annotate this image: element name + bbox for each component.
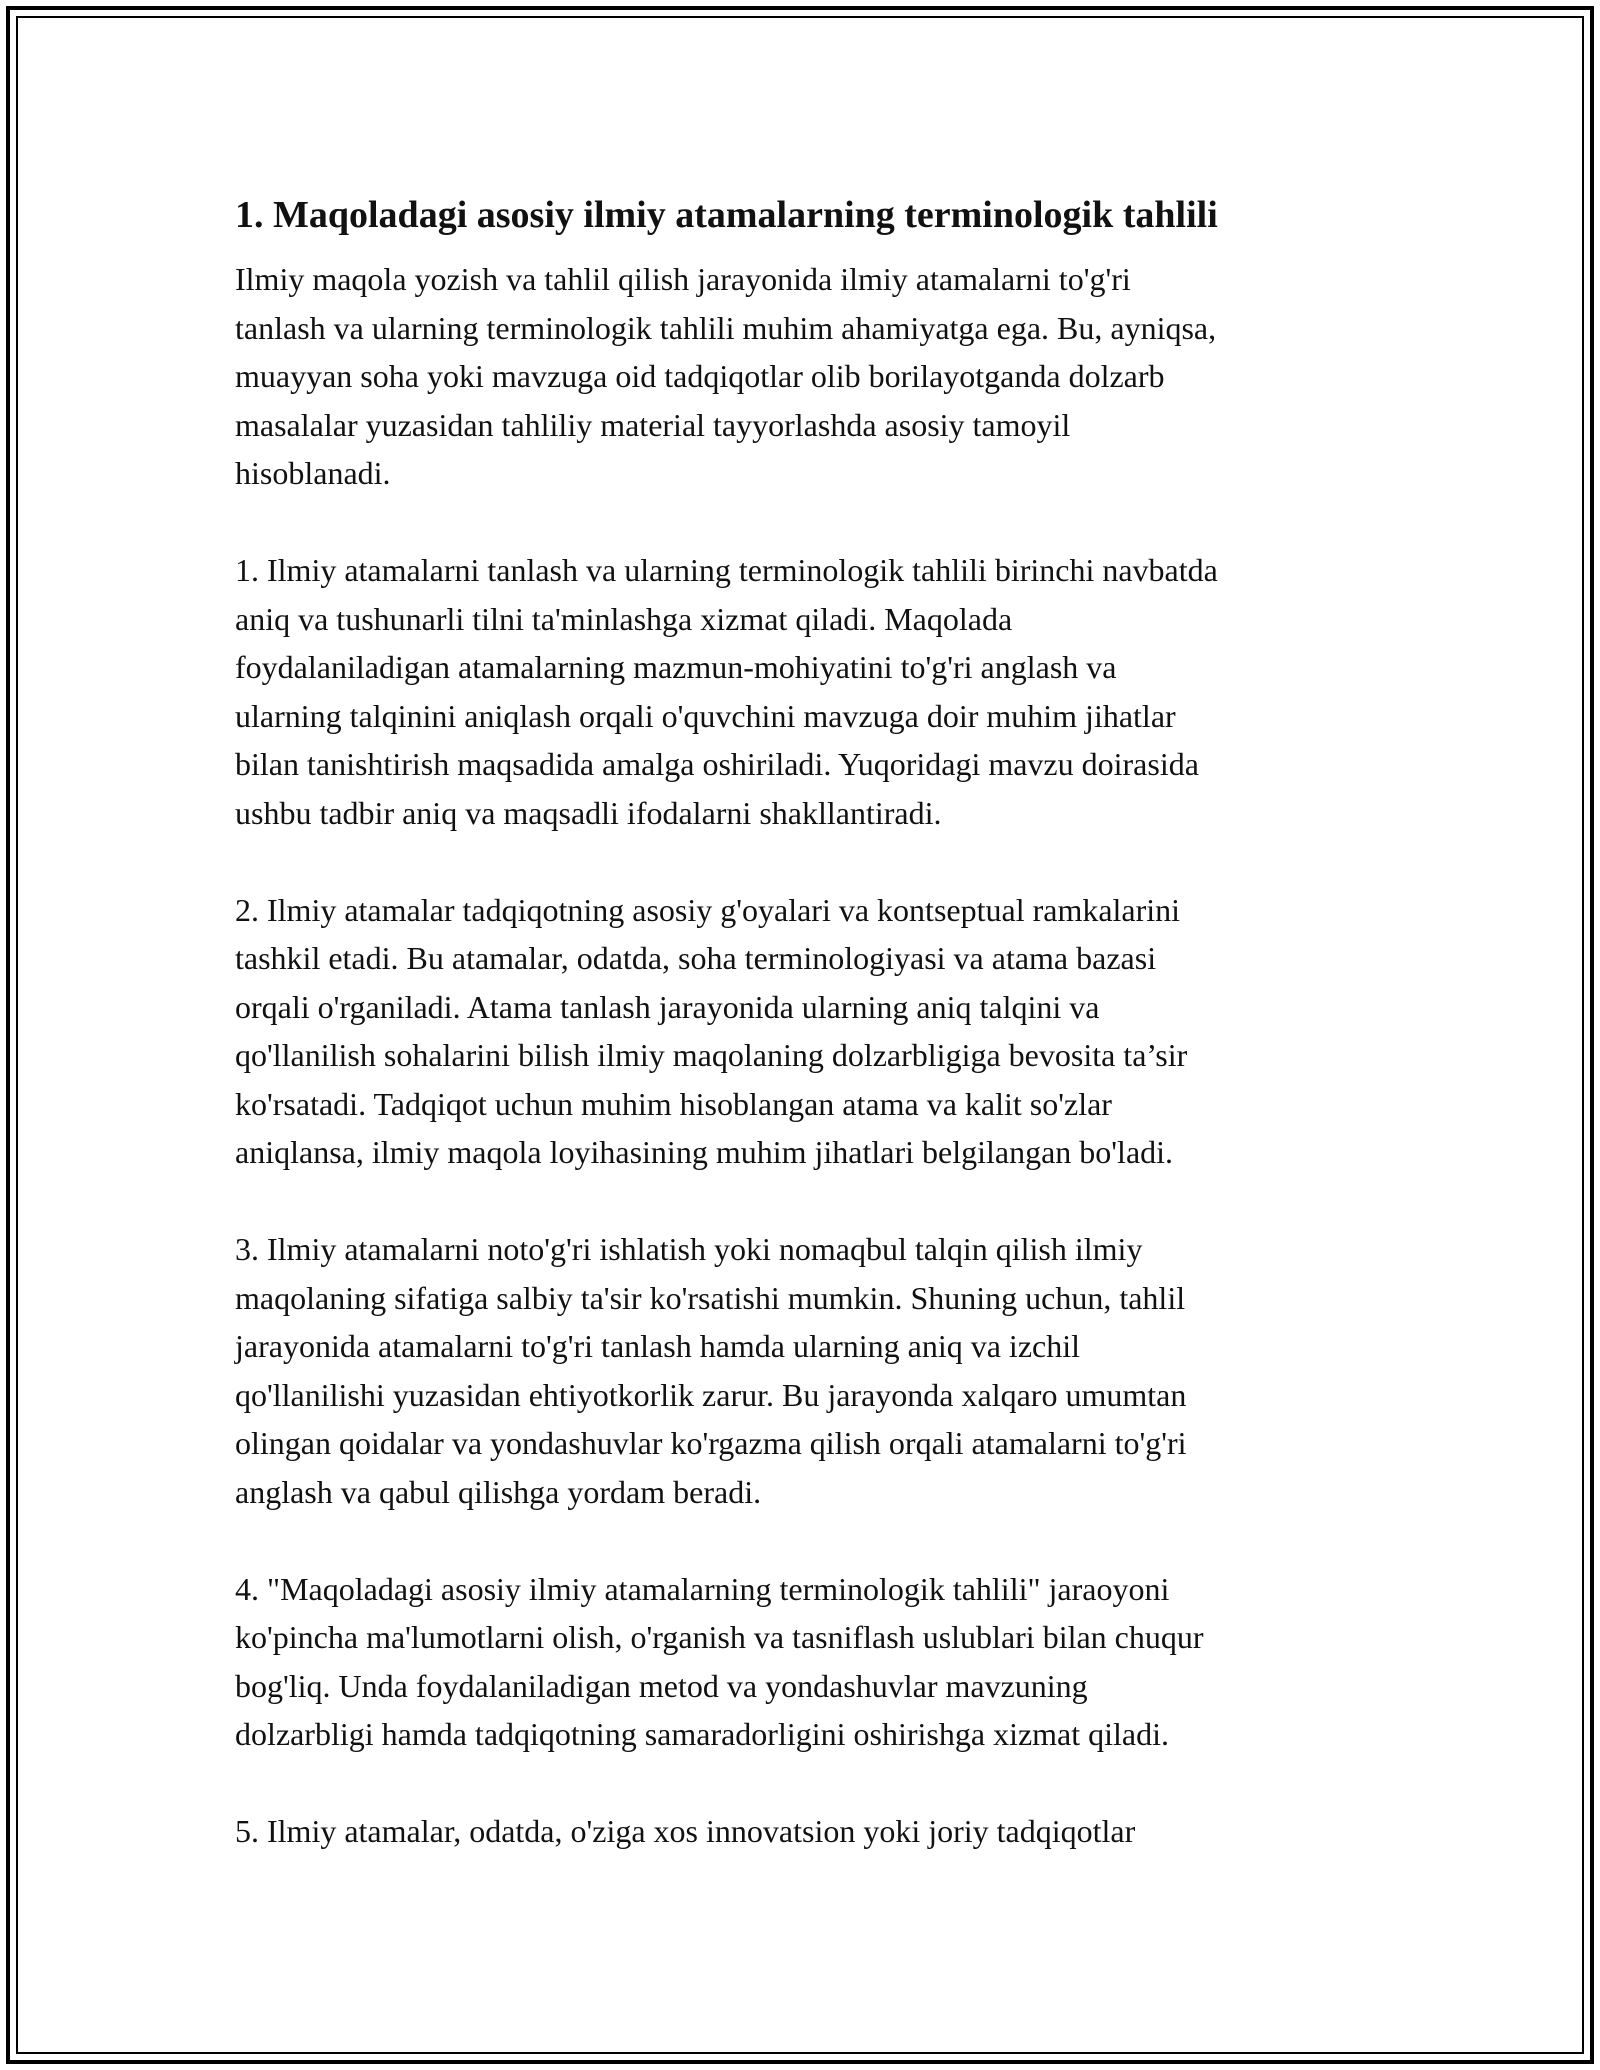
paragraph-point-3: 3. Ilmiy atamalarni noto'g'ri ishlatish yoki nomaqbul talqin qilish ilmiy maqolaning sifatiga salbiy ta'sir ko'rsatishi mumkin. Shuning uchun, tahlil jarayonida atamalarni to'g'ri tanlash hamda ularning aniq va izchil qo'llanilishi yuzasidan ehtiyotkorlik zarur. Bu jarayonda xalqaro umumtan olingan qoidalar va yondashuvlar ko'rgazma qilish orqali atamalarni to'g'ri anglash va qabul qilishga yordam beradi.	[235, 1231, 1187, 1510]
paragraph-point-5: 5. Ilmiy atamalar, odatda, o'ziga xos innovatsion yoki joriy tadqiqotlar	[235, 1813, 1136, 1849]
document-title: 1. Maqoladagi asosiy ilmiy atamalarning terminologik tahlili	[235, 194, 1218, 236]
paragraph-point-1: 1. Ilmiy atamalarni tanlash va ularning terminologik tahlili birinchi navbatda aniq va tushunarli tilni ta'minlashga xizmat qiladi. Maqolada foydalaniladigan atamalarning mazmun-mohiyatini to'g'ri anglash va ularning talqinini aniqlash orqali o'quvchini mavzuga doir muhim jihatlar bilan tanishtirish maqsadida amalga oshiriladi. Yuqoridagi mavzu doirasida ushbu tadbir aniq va maqsadli ifodalarni shakllantiradi.	[235, 552, 1218, 831]
document-body	[235, 185, 1385, 1856]
paragraph-intro: Ilmiy maqola yozish va tahlil qilish jarayonida ilmiy atamalarni to'g'ri tanlash va ularning terminologik tahlili muhim ahamiyatga ega. Bu, ayniqsa, muayyan soha yoki mavzuga oid tadqiqotlar olib borilayotganda dolzarb masalalar yuzasidan tahliliy material tayyorlashda asosiy tamoyil hisoblanadi.	[235, 261, 1217, 491]
paragraph-point-4: 4. "Maqoladagi asosiy ilmiy atamalarning terminologik tahlili" jaraoyoni ko'pincha ma'lumotlarni olish, o'rganish va tasniflash uslublari bilan chuqur bog'liq. Unda foydalaniladigan metod va yondashuvlar mavzuning dolzarbligi hamda tadqiqotning samaradorligini oshirishga xizmat qiladi.	[235, 1570, 1204, 1752]
paragraph-point-2: 2. Ilmiy atamalar tadqiqotning asosiy g'oyalari va kontseptual ramkalarini tashkil etadi. Bu atamalar, odatda, soha terminologiyasi va atama bazasi orqali o'rganiladi. Atama tanlash jarayonida ularning aniq talqini va qo'llanilish sohalarini bilish ilmiy maqolaning dolzarbligiga bevosita ta’sir ko'rsatadi. Tadqiqot uchun muhim hisoblangan atama va kalit so'zlar aniqlansa, ilmiy maqola loyihasining muhim jihatlari belgilangan bo'ladi.	[235, 891, 1188, 1170]
